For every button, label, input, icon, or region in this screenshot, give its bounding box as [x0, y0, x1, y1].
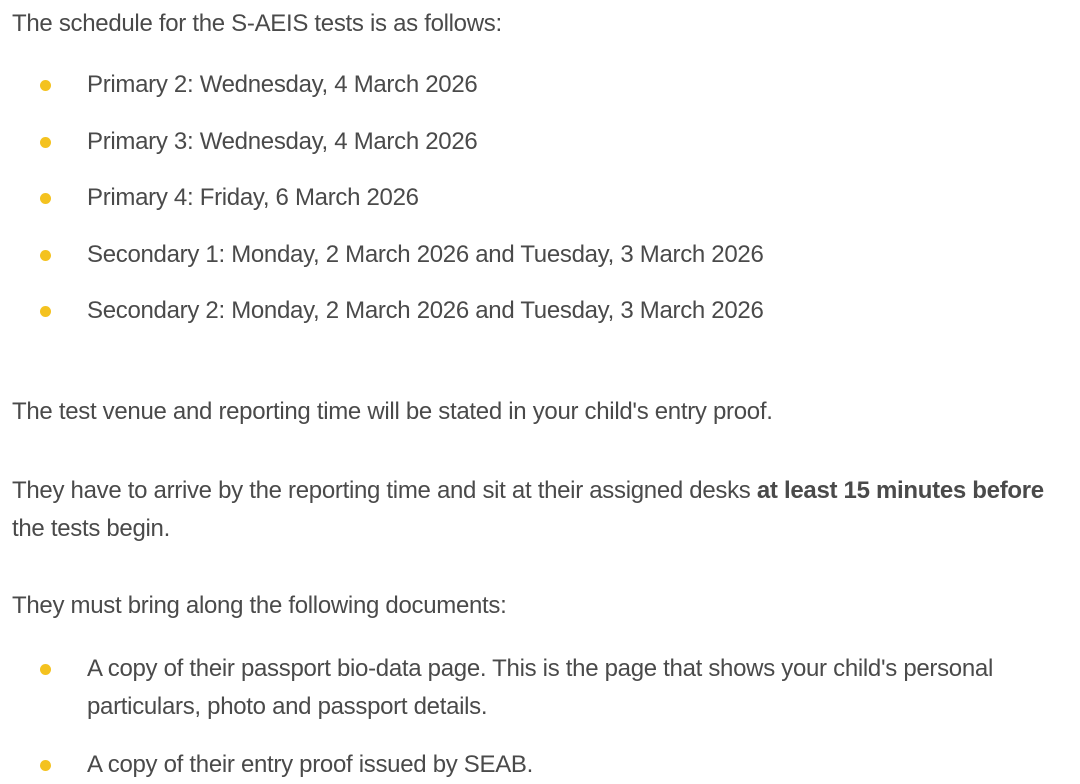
bullet-icon: [40, 250, 51, 261]
bullet-icon: [40, 137, 51, 148]
schedule-intro: The schedule for the S-AEIS tests is as follows:: [12, 10, 502, 37]
document-item-text: A copy of their entry proof issued by SEAB.: [87, 751, 534, 778]
schedule-item-text: Primary 3: Wednesday, 4 March 2026: [87, 128, 478, 155]
bullet-icon: [40, 306, 51, 317]
schedule-item-text: Primary 2: Wednesday, 4 March 2026: [87, 71, 478, 98]
arrival-text-after: the tests begin.: [12, 515, 170, 542]
schedule-item-text: Secondary 1: Monday, 2 March 2026 and Tuesday, 3 March 2026: [87, 241, 764, 268]
arrival-note: [12, 472, 1062, 548]
documents-intro: They must bring along the following documents:: [12, 592, 507, 619]
schedule-item-text: Primary 4: Friday, 6 March 2026: [87, 184, 419, 211]
bullet-icon: [40, 760, 51, 771]
arrival-emphasis: at least 15 minutes before: [756, 477, 1044, 504]
schedule-item-text: Secondary 2: Monday, 2 March 2026 and Tuesday, 3 March 2026: [87, 297, 764, 324]
bullet-icon: [40, 80, 51, 91]
bullet-icon: [40, 193, 51, 204]
arrival-text-before: They have to arrive by the reporting time and sit at their assigned desks: [12, 477, 757, 504]
venue-note: The test venue and reporting time will be stated in your child's entry proof.: [12, 398, 773, 425]
document-item-text: A copy of their passport bio-data page. This is the page that shows your child's personal particulars, photo and passport details.: [87, 655, 993, 720]
bullet-icon: [40, 664, 51, 675]
